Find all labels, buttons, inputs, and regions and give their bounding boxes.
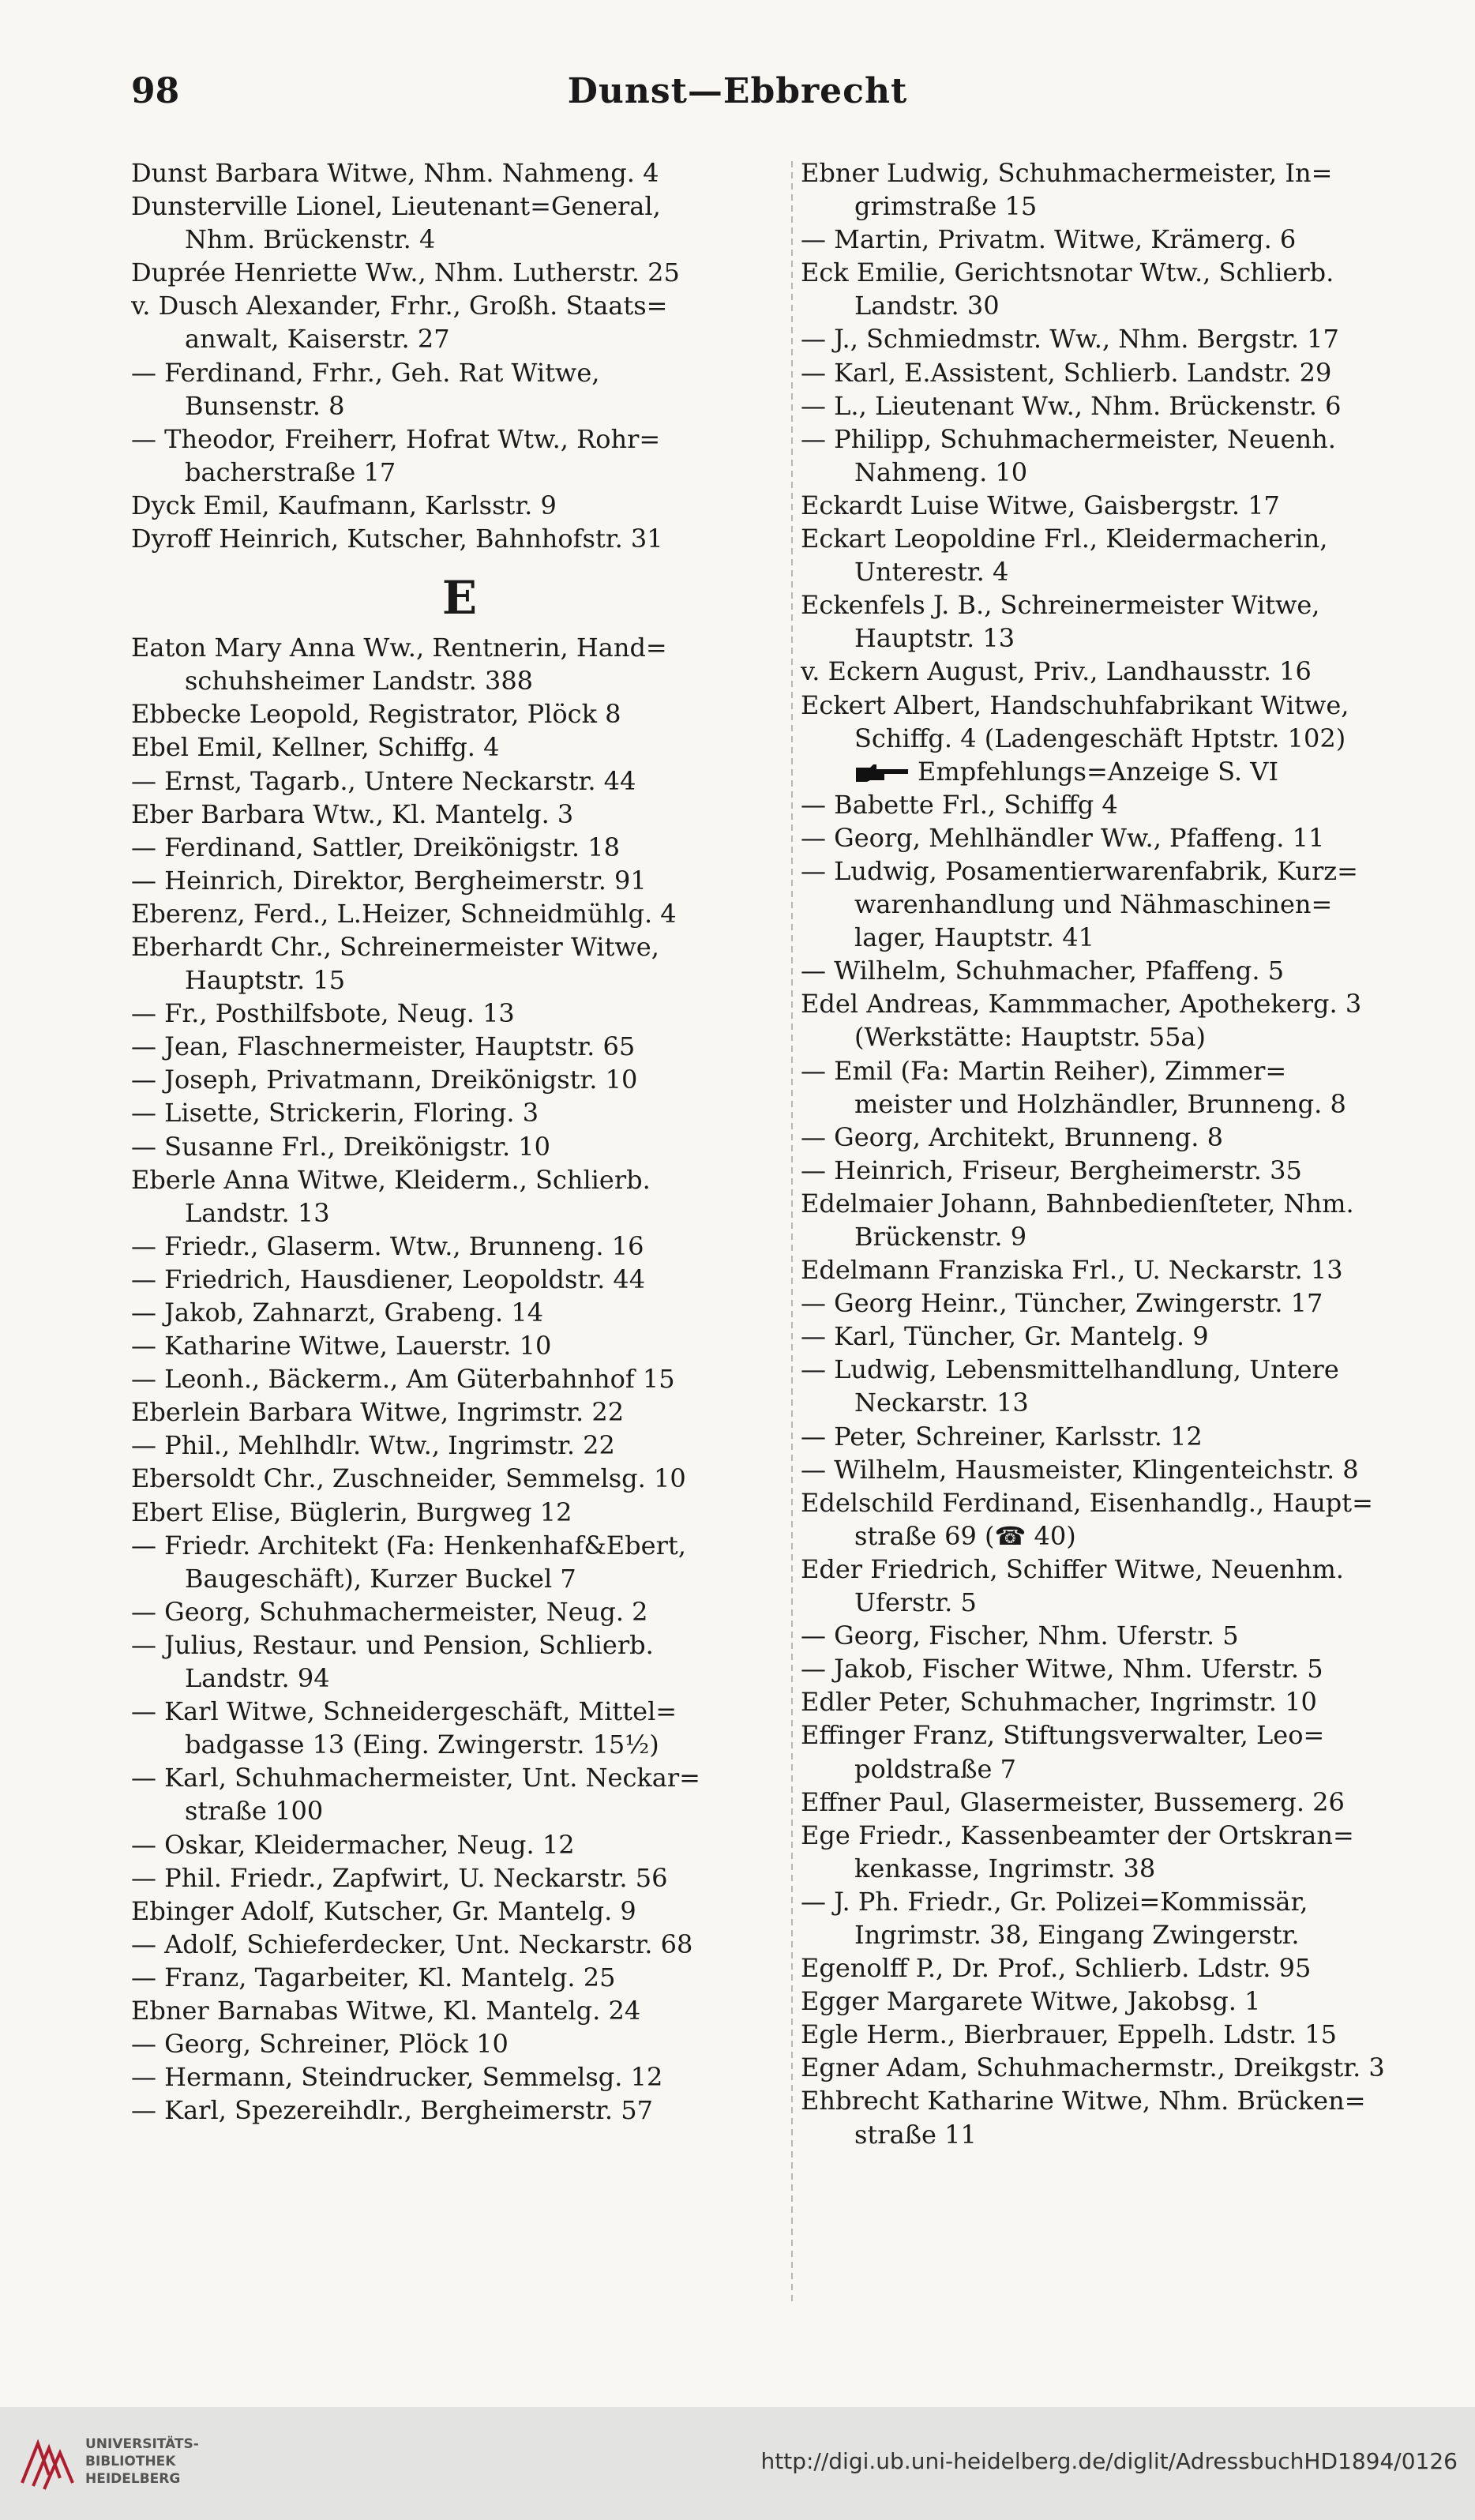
left-column: [131, 156, 788, 2127]
directory-entry: — Ludwig, Posamentierwarenfabrik, Kurz=: [801, 855, 1358, 886]
directory-entry: — Philipp, Schuhmachermeister, Neuenh.: [801, 423, 1336, 454]
directory-entry: Egner Adam, Schuhmachermstr., Dreikgstr. 3: [801, 2052, 1385, 2083]
directory-entry: Eckert Albert, Handschuhfabrikant Witwe,: [801, 689, 1349, 720]
directory-entry-continuation: Baugeschäft), Kurzer Buckel 7: [185, 1563, 576, 1594]
directory-entry: Dunst Barbara Witwe, Nhm. Nahmeng. 4: [131, 158, 659, 188]
directory-entry-continuation: poldstraße 7: [854, 1753, 1016, 1784]
directory-entry: — Lisette, Strickerin, Floring. 3: [131, 1098, 539, 1129]
library-logo-icon: [14, 2428, 81, 2496]
directory-entry-continuation: Uferstr. 5: [854, 1587, 977, 1618]
directory-entry-continuation: Hauptstr. 15: [185, 965, 346, 996]
directory-entry-continuation: Bunsenstr. 8: [185, 390, 345, 421]
directory-entry: — Friedr. Architekt (Fa: Henkenhaf&Ebert,: [131, 1530, 686, 1560]
directory-entry: Eberlein Barbara Witwe, Ingrimstr. 22: [131, 1397, 625, 1428]
directory-entry: — Georg, Mehlhändler Ww., Pfaffeng. 11: [801, 822, 1325, 853]
directory-entry-continuation: Nahmeng. 10: [854, 456, 1028, 487]
directory-entry: — Oskar, Kleidermacher, Neug. 12: [131, 1829, 575, 1860]
directory-entry: Dyroff Heinrich, Kutscher, Bahnhofstr. 31: [131, 524, 663, 554]
directory-entry: — Georg, Schreiner, Plöck 10: [131, 2029, 509, 2060]
directory-entry: — Babette Frl., Schiffg 4: [801, 789, 1118, 820]
directory-entry-continuation: (Werkstätte: Hauptstr. 55a): [854, 1022, 1206, 1053]
library-name: [85, 2435, 199, 2488]
column-divider: [791, 161, 793, 2301]
directory-entry: Eberenz, Ferd., L.Heizer, Schneidmühlg. 4: [131, 898, 677, 929]
directory-entry-continuation: Landstr. 13: [185, 1197, 330, 1228]
directory-entry: Effner Paul, Glasermeister, Bussemerg. 26: [801, 1786, 1345, 1817]
directory-entry: — Ferdinand, Frhr., Geh. Rat Witwe,: [131, 357, 600, 388]
directory-entry: Dunsterville Lionel, Lieutenant=General,: [131, 191, 661, 222]
directory-entry: — Fr., Posthilfsbote, Neug. 13: [131, 998, 515, 1029]
directory-entry: v. Eckern August, Priv., Landhausstr. 16: [801, 656, 1312, 687]
directory-entry: — Georg, Fischer, Nhm. Uferstr. 5: [801, 1621, 1239, 1651]
directory-entry: Ebinger Adolf, Kutscher, Gr. Mantelg. 9: [131, 1895, 636, 1926]
page-number: 98: [131, 71, 180, 111]
pointing-hand-icon: [854, 763, 910, 783]
directory-entry: Edelmaier Johann, Bahnbedienſteter, Nhm.: [801, 1188, 1354, 1219]
directory-entry: — Emil (Fa: Martin Reiher), Zimmer=: [801, 1055, 1287, 1086]
directory-entry: — Karl Witwe, Schneidergeschäft, Mittel=: [131, 1696, 677, 1727]
directory-entry-continuation: Nhm. Brückenstr. 4: [185, 224, 436, 255]
directory-entry: Edelschild Ferdinand, Eisenhandlg., Haupt=: [801, 1487, 1373, 1518]
directory-entry-continuation: badgasse 13 (Eing. Zwingerstr. 15½): [185, 1729, 659, 1760]
library-name-line3: HEIDELBERG: [85, 2471, 181, 2487]
right-column: [801, 156, 1429, 2151]
directory-entry-continuation: bacherstraße 17: [185, 456, 396, 487]
directory-entry: v. Dusch Alexander, Frhr., Großh. Staats=: [131, 291, 668, 321]
directory-entry: — Georg, Schuhmachermeister, Neug. 2: [131, 1596, 648, 1627]
directory-entry: — Jakob, Zahnarzt, Grabeng. 14: [131, 1298, 544, 1328]
directory-entry: — Julius, Restaur. und Pension, Schlierb.: [131, 1629, 654, 1660]
directory-entry-continuation: kenkasse, Ingrimstr. 38: [854, 1853, 1156, 1883]
directory-entry-continuation: Brückenstr. 9: [854, 1222, 1027, 1252]
advertisement-reference: Empfehlungs=Anzeige S. VI: [918, 756, 1278, 787]
directory-entry: — Adolf, Schieferdecker, Unt. Neckarstr. 68: [131, 1928, 693, 1959]
directory-entry: Ebel Emil, Kellner, Schiffg. 4: [131, 732, 500, 763]
directory-entry: — Wilhelm, Schuhmacher, Pfaffeng. 5: [801, 956, 1285, 986]
directory-entry: — Martin, Privatm. Witwe, Krämerg. 6: [801, 224, 1297, 255]
directory-entry: — Phil. Friedr., Zapfwirt, U. Neckarstr. 56: [131, 1862, 668, 1893]
directory-entry-continuation: Schiffg. 4 (Ladengeschäft Hptstr. 102): [854, 723, 1346, 753]
directory-entry: — Katharine Witwe, Lauerstr. 10: [131, 1331, 552, 1361]
directory-entry: Ehbrecht Katharine Witwe, Nhm. Brücken=: [801, 2086, 1366, 2116]
page-title: Dunst—Ebbrecht: [567, 71, 908, 111]
directory-entry: Edelmann Franziska Frl., U. Neckarstr. 13: [801, 1255, 1343, 1286]
section-letter: E: [441, 571, 478, 625]
directory-entry: — Peter, Schreiner, Karlsstr. 12: [801, 1421, 1203, 1452]
directory-entry-continuation: straße 11: [854, 2119, 977, 2150]
directory-entry: — Karl, Spezereihdlr., Bergheimerstr. 57: [131, 2095, 653, 2126]
directory-entry: — Friedr., Glaserm. Wtw., Brunneng. 16: [131, 1230, 644, 1261]
directory-entry: — Wilhelm, Hausmeister, Klingenteichstr. 8: [801, 1454, 1359, 1485]
directory-entry-continuation: Landstr. 30: [854, 291, 1000, 321]
directory-entry: Ebert Elise, Büglerin, Burgweg 12: [131, 1497, 572, 1527]
library-name-line2: BIBLIOTHEK: [85, 2454, 176, 2469]
directory-entry: — Karl, E.Assistent, Schlierb. Landstr. 29: [801, 357, 1332, 388]
directory-entry: — J., Schmiedmstr. Ww., Nhm. Bergstr. 17: [801, 324, 1339, 355]
directory-entry: Eckenfels J. B., Schreinermeister Witwe,: [801, 590, 1320, 621]
directory-entry: Eder Friedrich, Schiffer Witwe, Neuenhm.: [801, 1553, 1344, 1584]
directory-entry: Edler Peter, Schuhmacher, Ingrimstr. 10: [801, 1687, 1317, 1718]
directory-entry: — Phil., Mehlhdlr. Wtw., Ingrimstr. 22: [131, 1430, 615, 1461]
directory-entry: — Jakob, Fischer Witwe, Nhm. Uferstr. 5: [801, 1654, 1323, 1684]
directory-entry-continuation: straße 69 (☎ 40): [854, 1520, 1076, 1551]
directory-entry: — Franz, Tagarbeiter, Kl. Mantelg. 25: [131, 1962, 616, 1992]
directory-entry: — Karl, Tüncher, Gr. Mantelg. 9: [801, 1321, 1209, 1352]
directory-entry: — J. Ph. Friedr., Gr. Polizei=Kommissär,: [801, 1886, 1308, 1917]
directory-entry-continuation: Ingrimstr. 38, Eingang Zwingerstr.: [854, 1919, 1300, 1950]
directory-entry: — Ferdinand, Sattler, Dreikönigstr. 18: [131, 832, 620, 862]
directory-entry: Egger Margarete Witwe, Jakobsg. 1: [801, 1986, 1261, 2017]
directory-entry-continuation: Hauptstr. 13: [854, 623, 1015, 654]
directory-entry: — Karl, Schuhmachermeister, Unt. Neckar=: [131, 1763, 700, 1793]
directory-entry-continuation: Unterestr. 4: [854, 557, 1009, 588]
directory-entry: Ege Friedr., Kassenbeamter der Ortskran=: [801, 1820, 1354, 1850]
directory-entry: — Ernst, Tagarb., Untere Neckarstr. 44: [131, 765, 636, 796]
footer-url-link[interactable]: http://digi.ub.uni-heidelberg.de/diglit/AdressbuchHD1894/0126: [760, 2448, 1458, 2474]
directory-entry: Eck Emilie, Gerichtsnotar Wtw., Schlierb.: [801, 257, 1334, 288]
directory-entry: Eaton Mary Anna Ww., Rentnerin, Hand=: [131, 633, 667, 663]
directory-entry: Eber Barbara Wtw., Kl. Mantelg. 3: [131, 798, 574, 829]
directory-entry-continuation: warenhandlung und Nähmaschinen=: [854, 889, 1333, 920]
directory-entry: Egle Herm., Bierbrauer, Eppelh. Ldstr. 15: [801, 2019, 1338, 2050]
directory-entry: — Hermann, Steindrucker, Semmelsg. 12: [131, 2062, 663, 2093]
directory-entry: — Georg, Architekt, Brunneng. 8: [801, 1121, 1223, 1152]
directory-entry: — Jean, Flaschnermeister, Hauptstr. 65: [131, 1031, 636, 1062]
directory-entry-continuation: schuhsheimer Landstr. 388: [185, 666, 534, 697]
directory-entry: Ebersoldt Chr., Zuschneider, Semmelsg. 10: [131, 1463, 686, 1494]
directory-entry: Eckardt Luise Witwe, Gaisbergstr. 17: [801, 490, 1280, 520]
directory-entry: — Joseph, Privatmann, Dreikönigstr. 10: [131, 1065, 638, 1095]
directory-entry: — Leonh., Bäckerm., Am Güterbahnhof 15: [131, 1364, 675, 1395]
directory-entry: Ebner Barnabas Witwe, Kl. Mantelg. 24: [131, 1995, 641, 2026]
directory-entry: Eberhardt Chr., Schreinermeister Witwe,: [131, 931, 659, 962]
directory-entry-continuation: straße 100: [185, 1796, 324, 1827]
directory-entry-continuation: lager, Hauptstr. 41: [854, 922, 1094, 953]
directory-entry: — Susanne Frl., Dreikönigstr. 10: [131, 1131, 551, 1162]
directory-entry: Ebner Ludwig, Schuhmachermeister, In=: [801, 158, 1333, 188]
directory-entry: Egenolff P., Dr. Prof., Schlierb. Ldstr. 95: [801, 1953, 1312, 1984]
directory-entry-continuation: [801, 755, 1429, 788]
directory-entry: — Friedrich, Hausdiener, Leopoldstr. 44: [131, 1264, 646, 1294]
directory-entry-continuation: Landstr. 94: [185, 1663, 330, 1694]
directory-entry: Effinger Franz, Stiftungsverwalter, Leo=: [801, 1720, 1325, 1751]
directory-entry: Edel Andreas, Kammmacher, Apothekerg. 3: [801, 989, 1362, 1020]
directory-entry-continuation: meister und Holzhändler, Brunneng. 8: [854, 1088, 1346, 1119]
directory-entry: Eberle Anna Witwe, Kleiderm., Schlierb.: [131, 1164, 651, 1195]
directory-entry: Dyck Emil, Kaufmann, Karlsstr. 9: [131, 490, 557, 520]
directory-entry: — Heinrich, Friseur, Bergheimerstr. 35: [801, 1155, 1302, 1185]
directory-entry: — L., Lieutenant Ww., Nhm. Brückenstr. 6: [801, 390, 1342, 421]
directory-entry: — Ludwig, Lebensmittelhandlung, Untere: [801, 1354, 1339, 1385]
directory-entry-continuation: anwalt, Kaiserstr. 27: [185, 324, 450, 355]
library-name-line1: UNIVERSITÄTS-: [85, 2436, 199, 2452]
directory-entry-continuation: grimstraße 15: [854, 191, 1038, 222]
directory-entry-continuation: Neckarstr. 13: [854, 1388, 1029, 1418]
directory-entry: — Heinrich, Direktor, Bergheimerstr. 91: [131, 865, 647, 896]
directory-entry: Eckart Leopoldine Frl., Kleidermacherin,: [801, 524, 1328, 554]
directory-entry: Ebbecke Leopold, Registrator, Plöck 8: [131, 699, 621, 730]
directory-entry: — Georg Heinr., Tüncher, Zwingerstr. 17: [801, 1288, 1323, 1319]
directory-entry: Duprée Henriette Ww., Nhm. Lutherstr. 25: [131, 257, 680, 288]
directory-entry: — Theodor, Freiherr, Hofrat Wtw., Rohr=: [131, 423, 661, 454]
